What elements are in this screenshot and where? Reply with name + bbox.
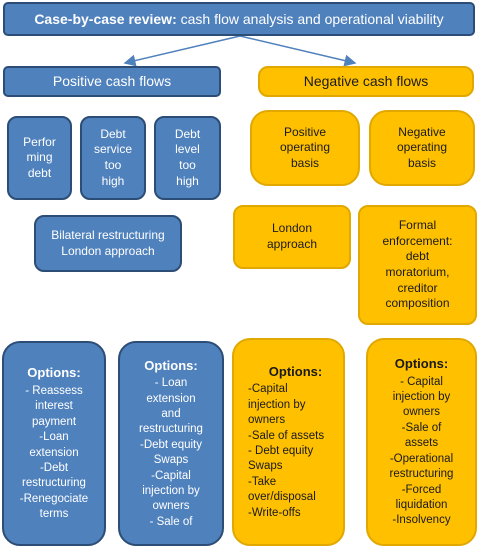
arrow-to-negative (240, 36, 355, 63)
negative-operating-basis-box: Negative operating basis (369, 110, 475, 186)
positive-operating-basis-box: Positive operating basis (250, 110, 360, 186)
bilateral-restructuring-box: Bilateral restructuring London approach (34, 215, 182, 272)
title-bold: Case-by-case review: (34, 10, 177, 27)
options-box-2: Options: - Loan extension and restructuring -Debt equity Swaps -Capital injection by owners - Sale of (118, 341, 224, 546)
positive-cash-flows-header: Positive cash flows (3, 66, 221, 97)
options-box-4: Options: - Capital injection by owners -Sale of assets -Operational restructuring -Forced liquidation -Insolvency (366, 338, 477, 546)
title-rest: cash flow analysis and operational viability (176, 10, 444, 27)
debt-level-too-high-box: Debt level too high (154, 116, 221, 200)
debt-service-too-high-box: Debt service too high (80, 116, 146, 200)
negative-cash-flows-header: Negative cash flows (258, 66, 474, 97)
formal-enforcement-box: Formal enforcement: debt moratorium, creditor composition (358, 205, 477, 325)
options-box-1: Options: - Reassess interest payment -Loan extension -Debt restructuring -Renegociate terms (2, 341, 106, 546)
london-approach-box: London approach (233, 205, 351, 269)
arrow-to-positive (125, 36, 240, 63)
options-box-3: Options: -Capital injection by owners -Sale of assets - Debt equity Swaps -Take over/disposal -Write-offs (232, 338, 345, 546)
diagram-title (3, 2, 475, 36)
performing-debt-box: Perfor ming debt (7, 116, 72, 200)
